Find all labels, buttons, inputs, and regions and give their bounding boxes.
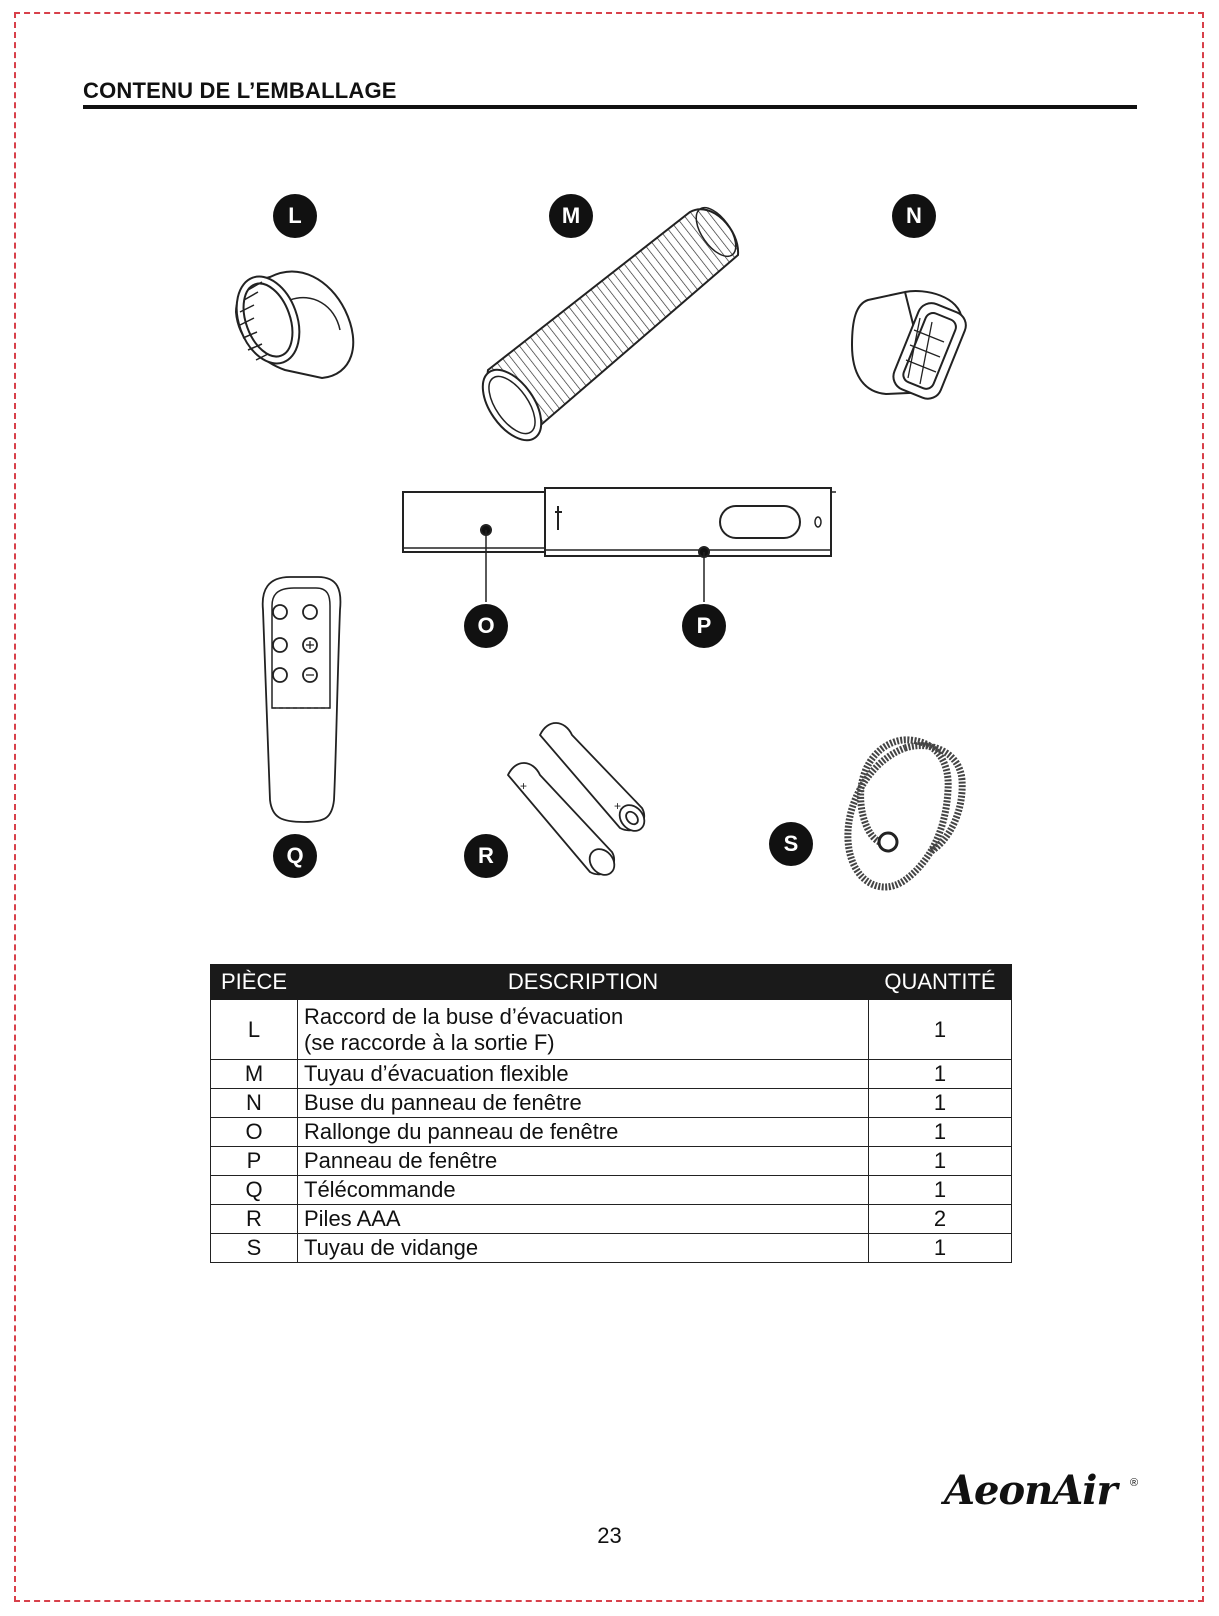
cell-description: Tuyau d’évacuation flexible [298,1060,869,1089]
label-badge-P: P [682,604,726,648]
cell-quantity: 1 [869,1118,1012,1147]
table-row [211,1147,1012,1176]
drain-hose-drawing [848,740,962,887]
cell-piece: O [211,1118,298,1147]
exhaust-adapter-drawing [225,268,353,378]
brand-name: AeonAir [944,1467,1117,1514]
label-badge-N: N [892,194,936,238]
exhaust-hose-drawing [471,201,743,450]
cell-description: Buse du panneau de fenêtre [298,1089,869,1118]
label-badge-S: S [769,822,813,866]
window-nozzle-drawing [852,291,970,403]
cell-description: Tuyau de vidange [298,1234,869,1263]
cell-piece: L [211,1000,298,1060]
table-row [211,1060,1012,1089]
description-line: Raccord de la buse d’évacuation [304,1003,624,1029]
parts-table [210,964,1012,1263]
table-row [211,1000,1012,1060]
cell-quantity: 1 [869,1147,1012,1176]
page-number: 23 [597,1523,622,1548]
cell-quantity: 2 [869,1205,1012,1234]
table-row [211,1118,1012,1147]
header-description: DESCRIPTION [298,965,869,1000]
cell-piece: R [211,1205,298,1234]
brand-logo [944,1467,1144,1527]
label-badge-M: M [549,194,593,238]
svg-text:+: + [614,799,622,813]
cell-description: Piles AAA [298,1205,869,1234]
cell-quantity: 1 [869,1060,1012,1089]
cell-piece: P [211,1147,298,1176]
label-badge-L: L [273,194,317,238]
table-row [211,1089,1012,1118]
cell-piece: M [211,1060,298,1089]
cell-description: Télécommande [298,1176,869,1205]
label-badge-Q: Q [273,834,317,878]
cell-piece: S [211,1234,298,1263]
cell-quantity: 1 [869,1234,1012,1263]
description-line: (se raccorde à la sortie F) [304,1029,555,1055]
cell-description: Panneau de fenêtre [298,1147,869,1176]
header-piece: PIÈCE [211,965,298,1000]
cell-piece: N [211,1089,298,1118]
table-row [211,1205,1012,1234]
batteries-drawing [508,723,649,880]
window-panel-drawing [403,488,836,602]
cell-description [298,1000,869,1060]
table-header-row [211,965,1012,1000]
table-row [211,1234,1012,1263]
cell-piece: Q [211,1176,298,1205]
cell-quantity: 1 [869,1176,1012,1205]
table-row [211,1176,1012,1205]
label-badge-R: R [464,834,508,878]
svg-text:+: + [520,779,528,793]
cell-quantity: 1 [869,1000,1012,1060]
page-title: CONTENU DE L’EMBALLAGE [83,78,397,103]
registered-mark-icon: ® [1130,1477,1139,1489]
cell-description: Rallonge du panneau de fenêtre [298,1118,869,1147]
header-quantity: QUANTITÉ [869,965,1012,1000]
cell-quantity: 1 [869,1089,1012,1118]
remote-control-drawing [263,577,341,822]
label-badge-O: O [464,604,508,648]
